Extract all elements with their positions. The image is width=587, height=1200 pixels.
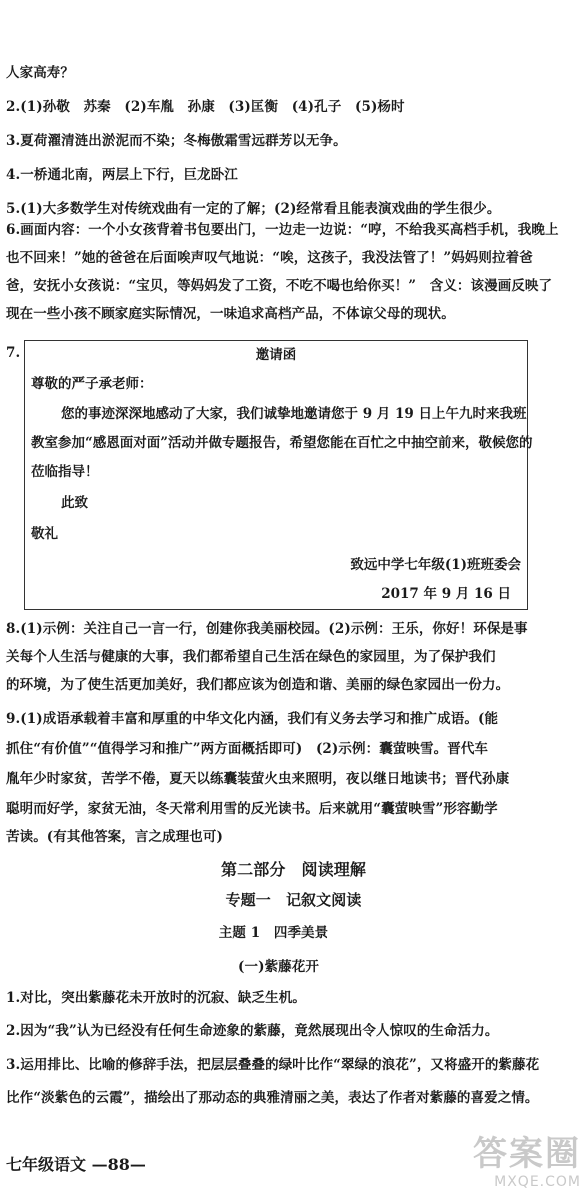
letter-greeting: 尊敬的严子承老师： — [31, 376, 153, 392]
text-line: 的环境，为了使生活更加美好，我们都应该为创造和谐、美丽的绿色家园出一份力。 — [6, 677, 510, 693]
text-line: 聪明而好学，家贫无油，冬天常利用雪的反光读书。后来就用“囊萤映雪”形容勤学 — [6, 801, 498, 817]
text-line: 胤年少时家贫，苦学不倦，夏天以练囊装萤火虫来照明，夜以继日地读书；晋代孙康 — [6, 771, 510, 787]
answer-8: 8.(1)示例：关注自己一言一行，创建你我美丽校园。(2)示例：王乐，你好！环保是事 — [6, 621, 528, 637]
text-line: 比作“淡紫色的云霞”，描绘出了那动态的典雅清丽之美，表达了作者对紫藤的喜爱之情。 — [6, 1090, 539, 1106]
letter-signature: 致远中学七年级(1)班班委会 — [350, 557, 521, 573]
text-line: 现在一些小孩不顾家庭实际情况，一味追求高档产品，不体谅父母的现状。 — [6, 306, 455, 322]
watermark-logo — [431, 1134, 581, 1196]
passage-title: (一)紫藤花开 — [238, 959, 319, 975]
watermark-title: 答案圈 — [473, 1134, 581, 1174]
letter-date: 2017 年 9 月 16 日 — [381, 586, 511, 602]
letter-body-line: 教室参加“感恩面对面”活动并做专题报告，希望您能在百忙之中抽空前来，敬候您的 — [31, 435, 533, 451]
theme-heading: 主题 1 四季美景 — [218, 925, 329, 941]
text-line: 抓住“有价值”“值得学习和推广”两方面概括即可) (2)示例：囊萤映雪。晋代车 — [6, 741, 489, 757]
answer-9: 9.(1)成语承载着丰富和厚重的中华文化内涵，我们有义务去学习和推广成语。(能 — [6, 711, 499, 727]
answer-2: 2.(1)孙敬 苏秦 (2)车胤 孙康 (3)匡衡 (4)孔子 (5)杨时 — [6, 99, 405, 115]
watermark-url: MXQE.COM — [494, 1174, 581, 1190]
reading-answer-2: 2.因为“我”认为已经没有任何生命迹象的紫藤，竟然展现出令人惊叹的生命活力。 — [6, 1023, 499, 1039]
text-line: 人家高寿？ — [6, 65, 74, 81]
reading-answer-1: 1.对比，突出紫藤花未开放时的沉寂、缺乏生机。 — [6, 990, 306, 1006]
letter-closing-1: 此致 — [61, 495, 88, 511]
reading-answer-3: 3.运用排比、比喻的修辞手法，把层层叠叠的绿叶比作“翠绿的浪花”，又将盛开的紫藤花 — [6, 1057, 540, 1073]
letter-title: 邀请函 — [255, 347, 297, 363]
invitation-letter-box — [24, 340, 533, 610]
text-line: 苦读。(有其他答案，言之成理也可) — [6, 829, 223, 845]
answer-5: 5.(1)大多数学生对传统戏曲有一定的了解；(2)经常看且能表演戏曲的学生很少。 — [6, 201, 501, 217]
letter-closing-2: 敬礼 — [31, 526, 58, 542]
text-line: 也不回来！”她的爸爸在后面唉声叹气地说：“唉，这孩子，我没法管了！”妈妈则拉着爸 — [6, 250, 533, 266]
section-heading: 第二部分 阅读理解 — [221, 860, 366, 879]
text-line: 爸，安抚小女孩说：“宝贝，等妈妈发了工资，不吃不喝也给你买！” 含义：该漫画反映了 — [6, 278, 553, 294]
answer-4: 4.一桥通北南，两层上下行，巨龙卧江 — [6, 167, 238, 183]
page-footer: 七年级语文 —88— — [6, 1155, 146, 1174]
answer-3: 3.夏荷濯清涟出淤泥而不染；冬梅傲霜雪远群芳以无争。 — [6, 133, 347, 149]
answer-6: 6.画面内容：一个小女孩背着书包要出门，一边走一边说：“哼，不给我买高档手机，我晚上 — [6, 222, 559, 238]
letter-body-line: 莅临指导！ — [31, 464, 99, 480]
letter-body-line: 您的事迹深深地感动了大家，我们诚挚地邀请您于 9 月 19 日上午九时来我班 — [61, 406, 527, 422]
answer-7-label: 7. — [6, 345, 21, 361]
topic-heading: 专题一 记叙文阅读 — [225, 891, 362, 909]
text-line: 关每个人生活与健康的大事，我们都希望自己生活在绿色的家园里，为了保护我们 — [6, 649, 496, 665]
